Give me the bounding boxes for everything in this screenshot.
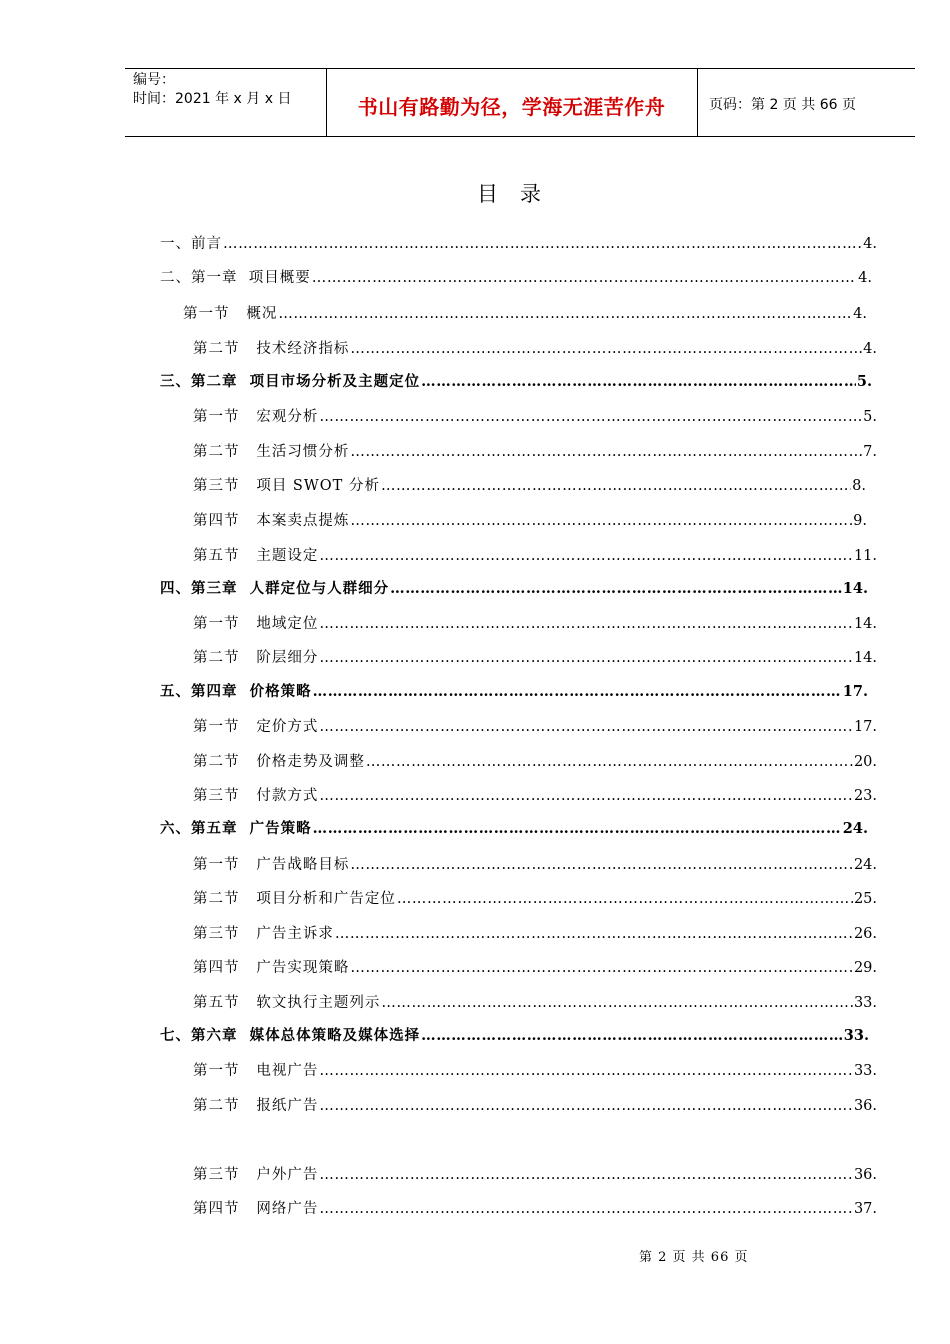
document-time-label: 时间：2021 年 x 月 x 日: [133, 91, 292, 107]
toc-entry-page: 29.: [853, 960, 877, 976]
toc-entry-page: 17.: [842, 683, 868, 700]
toc-leader-dots: [421, 1025, 843, 1047]
toc-leader-dots: [312, 267, 857, 289]
toc-leader-dots: [313, 818, 842, 840]
toc-leader-dots: [319, 1164, 853, 1186]
toc-entry-label: 第四节 本案卖点提炼: [193, 513, 350, 529]
toc-entry-label: 第三节 户外广告: [193, 1167, 319, 1183]
toc-entry-page: 24.: [853, 857, 877, 873]
toc-leader-dots: [313, 681, 842, 703]
toc-leader-dots: [319, 647, 853, 669]
toc-leader-dots: [350, 510, 852, 532]
toc-entry[interactable]: [160, 681, 868, 703]
toc-entry[interactable]: [193, 545, 877, 567]
toc-entry-label: 第五节 软文执行主题列示: [193, 995, 381, 1011]
toc-entry[interactable]: [193, 406, 877, 428]
toc-entry-page: 33.: [843, 1027, 869, 1044]
toc-entry-page: 25.: [853, 891, 877, 907]
toc-leader-dots: [319, 1060, 853, 1082]
toc-leader-dots: [350, 957, 853, 979]
toc-entry-label: 第一节 广告战略目标: [193, 857, 350, 873]
toc-entry[interactable]: [193, 510, 867, 532]
toc-entry[interactable]: [193, 923, 877, 945]
header-meta: [133, 71, 291, 109]
toc-entry[interactable]: [193, 1060, 877, 1082]
toc-entry-page: 36.: [853, 1098, 877, 1114]
toc-entry-page: 4.: [858, 270, 872, 286]
toc-entry-label: 第四节 网络广告: [193, 1201, 319, 1217]
toc-entry-page: 4.: [863, 341, 877, 357]
toc-entry-page: 33.: [853, 995, 877, 1011]
toc-entry-page: 20.: [853, 754, 877, 770]
document-number-label: 编号：: [133, 72, 175, 88]
toc-entry[interactable]: [193, 854, 877, 876]
toc-entry-page: 14.: [842, 580, 868, 597]
toc-leader-dots: [381, 992, 853, 1014]
toc-entry[interactable]: [193, 647, 877, 669]
toc-entry-label: 第二节 技术经济指标: [193, 341, 350, 357]
toc-entry-page: 26.: [853, 926, 877, 942]
toc-entry-label: 第四节 广告实现策略: [193, 960, 350, 976]
header-motto: 书山有路勤为径，学海无涯苦作舟: [357, 95, 666, 119]
toc-leader-dots: [421, 371, 856, 393]
toc-entry-page: 5.: [863, 409, 877, 425]
toc-entry[interactable]: [160, 578, 868, 600]
toc-entry-label: 三、第二章 项目市场分析及主题定位: [160, 373, 421, 390]
toc-entry[interactable]: [193, 338, 877, 360]
toc-entry[interactable]: [183, 303, 867, 325]
toc-entry[interactable]: [160, 818, 868, 840]
toc-entry-label: 第三节 广告主诉求: [193, 926, 334, 942]
toc-entry-page: 4.: [853, 306, 867, 322]
toc-title: 目录: [477, 182, 563, 206]
toc-entry[interactable]: [160, 267, 872, 289]
toc-entry-page: 14.: [853, 616, 877, 632]
toc-entry-page: 9.: [853, 513, 867, 529]
toc-leader-dots: [381, 475, 851, 497]
toc-leader-dots: [397, 888, 853, 910]
toc-entry[interactable]: [160, 1025, 869, 1047]
toc-entry-page: 4.: [863, 236, 877, 252]
toc-entry-label: 第二节 生活习惯分析: [193, 444, 350, 460]
toc-entry[interactable]: [193, 613, 877, 635]
toc-leader-dots: [366, 751, 853, 773]
toc-entry-label: 五、第四章 价格策略: [160, 683, 312, 700]
toc-entry-label: 二、第一章 项目概要: [160, 270, 311, 286]
toc-leader-dots: [223, 233, 862, 255]
toc-entry-label: 第一节 宏观分析: [193, 409, 319, 425]
toc-entry-page: 36.: [853, 1167, 877, 1183]
page-footer: 第 2 页 共 66 页: [639, 1250, 749, 1265]
toc-entry-label: 第二节 阶层细分: [193, 650, 319, 666]
toc-entry-page: 24.: [842, 820, 868, 837]
toc-leader-dots: [319, 1095, 853, 1117]
toc-leader-dots: [278, 303, 852, 325]
toc-entry-label: 第一节 电视广告: [193, 1063, 319, 1079]
toc-entry[interactable]: [193, 992, 877, 1014]
toc-entry-label: 第一节 定价方式: [193, 719, 319, 735]
toc-leader-dots: [319, 406, 862, 428]
toc-entry-page: 14.: [853, 650, 877, 666]
toc-entry-page: 5.: [856, 373, 872, 390]
toc-entry-label: 六、第五章 广告策略: [160, 820, 312, 837]
toc-entry[interactable]: [160, 233, 877, 255]
toc-entry-page: 7.: [863, 444, 877, 460]
toc-entry-label: 第三节 项目 SWOT 分析: [193, 478, 380, 494]
toc-entry-label: 第一节 概况: [183, 306, 278, 322]
toc-entry[interactable]: [193, 475, 866, 497]
toc-entry[interactable]: [193, 1164, 877, 1186]
toc-entry-page: 33.: [853, 1063, 877, 1079]
toc-entry-page: 17.: [853, 719, 877, 735]
toc-entry-page: 11.: [853, 548, 877, 564]
toc-leader-dots: [350, 441, 862, 463]
toc-leader-dots: [390, 578, 842, 600]
toc-entry-label: 第二节 价格走势及调整: [193, 754, 365, 770]
header-divider: [697, 69, 698, 136]
toc-leader-dots: [319, 716, 853, 738]
page-header: [125, 68, 915, 137]
toc-entry[interactable]: [193, 785, 877, 807]
toc-entry[interactable]: [193, 1095, 877, 1117]
toc-leader-dots: [319, 1198, 853, 1220]
toc-entry-page: 37.: [853, 1201, 877, 1217]
toc-leader-dots: [350, 338, 862, 360]
toc-entry-page: 23.: [853, 788, 877, 804]
toc-entry[interactable]: [193, 1198, 877, 1220]
toc-entry-label: 第五节 主题设定: [193, 548, 319, 564]
toc-entry[interactable]: [193, 888, 877, 910]
toc-leader-dots: [335, 923, 853, 945]
toc-entry[interactable]: [193, 957, 877, 979]
toc-entry-label: 第一节 地域定位: [193, 616, 319, 632]
toc-entry-label: 第二节 项目分析和广告定位: [193, 891, 396, 907]
toc-entry-label: 一、前言: [160, 236, 222, 252]
toc-entry[interactable]: [193, 441, 877, 463]
toc-leader-dots: [319, 545, 853, 567]
toc-leader-dots: [319, 613, 853, 635]
toc-entry[interactable]: [193, 751, 877, 773]
toc-entry-label: 第二节 报纸广告: [193, 1098, 319, 1114]
toc-entry-label: 四、第三章 人群定位与人群细分: [160, 580, 390, 597]
toc-entry-label: 第三节 付款方式: [193, 788, 319, 804]
toc-entry-label: 七、第六章 媒体总体策略及媒体选择: [160, 1027, 421, 1044]
toc-leader-dots: [319, 785, 853, 807]
toc-entry[interactable]: [160, 371, 872, 393]
toc-leader-dots: [350, 854, 853, 876]
header-page-info: 页码：第 2 页 共 66 页: [709, 97, 856, 113]
toc-entry[interactable]: [193, 716, 877, 738]
toc-entry-page: 8.: [852, 478, 866, 494]
